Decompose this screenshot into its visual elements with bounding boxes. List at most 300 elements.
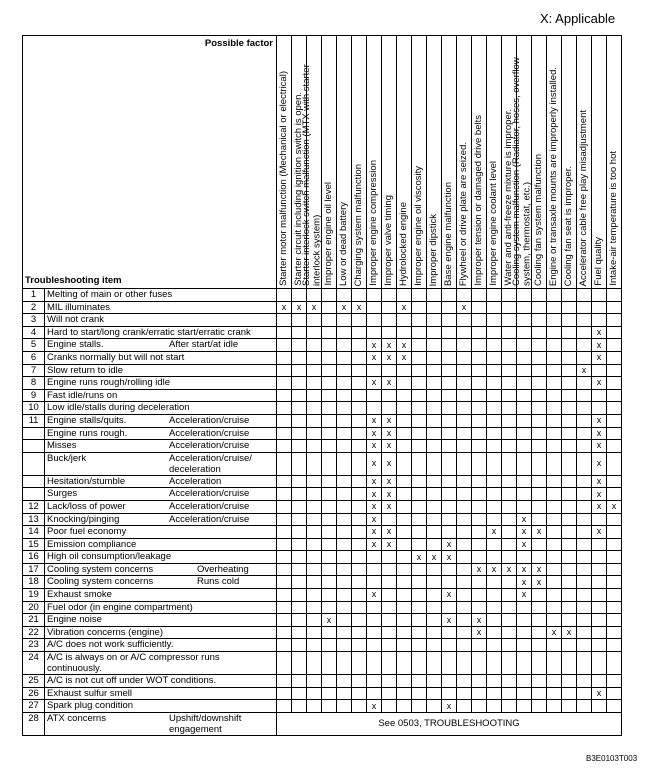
applicability-cell bbox=[382, 551, 397, 564]
applicability-cell bbox=[397, 700, 412, 713]
table-row bbox=[23, 339, 622, 352]
applicability-cell: x bbox=[367, 377, 382, 390]
applicability-cell: x bbox=[382, 440, 397, 453]
applicability-cell bbox=[442, 652, 457, 675]
applicability-cell bbox=[352, 626, 367, 639]
applicability-cell bbox=[577, 538, 592, 551]
applicability-cell bbox=[322, 301, 337, 314]
table-row bbox=[23, 675, 622, 688]
factor-header bbox=[397, 36, 412, 289]
applicability-cell bbox=[307, 500, 322, 513]
applicability-cell bbox=[292, 389, 307, 402]
applicability-cell bbox=[532, 500, 547, 513]
applicability-cell bbox=[592, 389, 607, 402]
applicability-cell bbox=[277, 576, 292, 589]
applicability-cell bbox=[442, 440, 457, 453]
applicability-cell bbox=[412, 513, 427, 526]
applicability-cell bbox=[352, 414, 367, 427]
applicability-cell bbox=[367, 601, 382, 614]
applicability-cell bbox=[412, 576, 427, 589]
row-number: 3 bbox=[23, 314, 45, 327]
applicability-cell bbox=[277, 377, 292, 390]
applicability-cell bbox=[487, 488, 502, 501]
applicability-cell bbox=[517, 402, 532, 415]
item-label: High oil consumption/leakage bbox=[47, 551, 172, 563]
applicability-cell bbox=[607, 339, 622, 352]
applicability-cell bbox=[472, 687, 487, 700]
applicability-cell bbox=[427, 700, 442, 713]
applicability-cell bbox=[517, 414, 532, 427]
applicability-cell bbox=[307, 364, 322, 377]
applicability-cell: x bbox=[592, 526, 607, 539]
applicability-cell bbox=[562, 500, 577, 513]
applicability-cell bbox=[592, 652, 607, 675]
table-row bbox=[23, 402, 622, 415]
applicability-cell bbox=[412, 700, 427, 713]
applicability-cell bbox=[307, 526, 322, 539]
applicability-cell bbox=[547, 314, 562, 327]
applicability-cell bbox=[337, 440, 352, 453]
applicability-cell: x bbox=[562, 626, 577, 639]
factor-header bbox=[352, 36, 367, 289]
applicability-cell bbox=[307, 440, 322, 453]
applicability-cell bbox=[457, 675, 472, 688]
troubleshooting-item bbox=[45, 427, 277, 440]
applicability-cell bbox=[382, 700, 397, 713]
troubleshooting-item bbox=[45, 314, 277, 327]
applicability-cell bbox=[397, 402, 412, 415]
applicability-cell bbox=[532, 551, 547, 564]
applicability-cell bbox=[322, 427, 337, 440]
applicability-cell bbox=[472, 440, 487, 453]
applicability-cell bbox=[337, 475, 352, 488]
applicability-cell bbox=[367, 289, 382, 302]
applicability-cell bbox=[577, 700, 592, 713]
applicability-cell bbox=[472, 700, 487, 713]
applicability-cell bbox=[592, 614, 607, 627]
applicability-cell bbox=[562, 601, 577, 614]
applicability-cell bbox=[397, 601, 412, 614]
applicability-cell bbox=[292, 626, 307, 639]
applicability-cell bbox=[562, 364, 577, 377]
troubleshooting-item bbox=[45, 488, 277, 501]
applicability-cell bbox=[607, 563, 622, 576]
factor-header bbox=[301, 36, 323, 289]
applicability-cell bbox=[562, 563, 577, 576]
applicability-cell bbox=[322, 500, 337, 513]
applicability-cell bbox=[337, 326, 352, 339]
row-number: 20 bbox=[23, 601, 45, 614]
troubleshooting-item bbox=[45, 364, 277, 377]
applicability-cell bbox=[277, 351, 292, 364]
applicability-cell bbox=[337, 639, 352, 652]
troubleshooting-item bbox=[45, 301, 277, 314]
applicability-cell bbox=[337, 626, 352, 639]
applicability-cell bbox=[352, 475, 367, 488]
applicability-cell bbox=[577, 440, 592, 453]
applicability-cell bbox=[442, 475, 457, 488]
applicability-cell bbox=[487, 614, 502, 627]
applicability-cell bbox=[292, 377, 307, 390]
applicability-cell: x bbox=[367, 513, 382, 526]
applicability-cell bbox=[607, 452, 622, 475]
applicability-cell bbox=[442, 389, 457, 402]
applicability-cell bbox=[562, 513, 577, 526]
applicability-cell bbox=[352, 289, 367, 302]
applicability-cell bbox=[442, 351, 457, 364]
row-number: 9 bbox=[23, 389, 45, 402]
row-number: 11 bbox=[23, 414, 45, 427]
factor-label: Improper dipstick bbox=[427, 213, 439, 286]
applicability-cell: x bbox=[592, 351, 607, 364]
applicability-cell bbox=[307, 389, 322, 402]
applicability-cell bbox=[292, 314, 307, 327]
applicability-cell bbox=[322, 513, 337, 526]
factor-label: Flywheel or drive plate are seized. bbox=[457, 141, 469, 286]
applicability-cell bbox=[352, 551, 367, 564]
item-condition: Acceleration/cruise bbox=[169, 414, 250, 426]
factor-label: Fuel quality bbox=[592, 237, 604, 286]
item-condition: Acceleration/cruise bbox=[169, 427, 250, 439]
applicability-cell bbox=[472, 513, 487, 526]
applicability-cell bbox=[322, 551, 337, 564]
applicability-cell bbox=[337, 389, 352, 402]
applicability-cell bbox=[412, 452, 427, 475]
applicability-cell bbox=[442, 513, 457, 526]
applicability-cell bbox=[412, 538, 427, 551]
applicability-cell bbox=[547, 614, 562, 627]
applicability-cell bbox=[337, 500, 352, 513]
applicability-cell bbox=[397, 576, 412, 589]
applicability-cell bbox=[487, 440, 502, 453]
table-row bbox=[23, 427, 622, 440]
applicability-cell bbox=[352, 364, 367, 377]
applicability-cell bbox=[412, 652, 427, 675]
applicability-cell bbox=[277, 475, 292, 488]
table-row bbox=[23, 389, 622, 402]
applicability-cell bbox=[487, 500, 502, 513]
item-label: A/C is always on or A/C compressor runs continuously. bbox=[47, 652, 220, 675]
applicability-cell bbox=[337, 576, 352, 589]
table-row bbox=[23, 687, 622, 700]
applicability-cell: x bbox=[592, 475, 607, 488]
applicability-cell: x bbox=[592, 687, 607, 700]
applicability-cell: x bbox=[397, 351, 412, 364]
applicability-cell bbox=[292, 402, 307, 415]
applicability-cell bbox=[427, 339, 442, 352]
troubleshooting-item bbox=[45, 414, 277, 427]
applicability-cell bbox=[322, 414, 337, 427]
applicability-cell bbox=[472, 389, 487, 402]
applicability-cell bbox=[502, 589, 517, 602]
applicability-cell bbox=[292, 452, 307, 475]
applicability-cell: x bbox=[517, 589, 532, 602]
applicability-cell: x bbox=[367, 452, 382, 475]
applicability-cell bbox=[487, 289, 502, 302]
applicability-cell bbox=[277, 652, 292, 675]
applicability-cell bbox=[427, 402, 442, 415]
applicability-cell bbox=[562, 652, 577, 675]
item-label: Hard to start/long crank/erratic start/erratic crank bbox=[47, 326, 251, 338]
applicability-cell bbox=[352, 500, 367, 513]
item-label: Emission compliance bbox=[47, 538, 137, 550]
applicability-cell bbox=[442, 402, 457, 415]
factor-header bbox=[277, 36, 292, 289]
applicability-cell bbox=[352, 687, 367, 700]
applicability-cell bbox=[292, 687, 307, 700]
applicability-cell bbox=[592, 589, 607, 602]
applicability-cell bbox=[307, 326, 322, 339]
applicability-cell bbox=[562, 538, 577, 551]
applicability-cell bbox=[382, 576, 397, 589]
applicability-cell bbox=[442, 563, 457, 576]
item-label: Engine runs rough. bbox=[47, 427, 128, 439]
applicability-cell: x bbox=[592, 488, 607, 501]
applicability-cell bbox=[412, 614, 427, 627]
applicability-cell bbox=[577, 389, 592, 402]
applicability-cell bbox=[397, 675, 412, 688]
applicability-cell bbox=[487, 364, 502, 377]
applicability-cell bbox=[307, 639, 322, 652]
applicability-cell bbox=[412, 414, 427, 427]
applicability-cell bbox=[577, 475, 592, 488]
applicability-cell bbox=[457, 576, 472, 589]
applicability-cell bbox=[307, 626, 322, 639]
factor-label: Starter interlock switch malfunction (MTX with starter interlock system) bbox=[301, 64, 323, 286]
applicability-cell: x bbox=[487, 563, 502, 576]
applicability-cell bbox=[562, 488, 577, 501]
applicability-cell bbox=[547, 402, 562, 415]
applicability-cell bbox=[472, 675, 487, 688]
applicability-cell bbox=[577, 351, 592, 364]
applicability-cell bbox=[517, 314, 532, 327]
applicability-cell bbox=[427, 563, 442, 576]
applicability-cell bbox=[397, 551, 412, 564]
applicability-cell bbox=[517, 626, 532, 639]
applicability-cell bbox=[277, 364, 292, 377]
applicability-cell bbox=[277, 414, 292, 427]
item-label: Engine runs rough/rolling idle bbox=[47, 377, 171, 389]
troubleshooting-item bbox=[45, 339, 277, 352]
applicability-cell bbox=[367, 652, 382, 675]
applicability-cell bbox=[517, 488, 532, 501]
applicability-cell bbox=[412, 563, 427, 576]
factor-header bbox=[532, 36, 547, 289]
applicability-cell bbox=[562, 339, 577, 352]
applicability-cell: x bbox=[517, 563, 532, 576]
applicability-cell bbox=[577, 551, 592, 564]
applicability-cell: x bbox=[367, 427, 382, 440]
applicability-cell bbox=[442, 526, 457, 539]
applicability-cell bbox=[442, 326, 457, 339]
troubleshooting-item bbox=[45, 576, 277, 589]
applicability-cell bbox=[562, 289, 577, 302]
applicability-cell bbox=[337, 402, 352, 415]
applicability-cell bbox=[307, 402, 322, 415]
factor-label: Improper engine oil viscosity bbox=[412, 166, 424, 286]
row-number: 26 bbox=[23, 687, 45, 700]
applicability-cell bbox=[502, 377, 517, 390]
item-label: A/C does not work sufficiently. bbox=[47, 639, 174, 651]
applicability-cell bbox=[337, 377, 352, 390]
applicability-cell: x bbox=[517, 513, 532, 526]
applicability-cell bbox=[427, 589, 442, 602]
applicability-cell bbox=[277, 675, 292, 688]
row-number: 6 bbox=[23, 351, 45, 364]
applicability-cell bbox=[382, 402, 397, 415]
applicability-cell bbox=[427, 452, 442, 475]
item-label: Will not crank bbox=[47, 314, 105, 326]
applicability-cell bbox=[382, 589, 397, 602]
applicability-cell bbox=[487, 538, 502, 551]
applicability-cell bbox=[307, 614, 322, 627]
applicability-cell bbox=[397, 364, 412, 377]
row-number: 14 bbox=[23, 526, 45, 539]
applicability-cell bbox=[502, 402, 517, 415]
item-label: ATX concerns bbox=[47, 712, 106, 724]
applicability-cell bbox=[472, 314, 487, 327]
applicability-cell bbox=[502, 500, 517, 513]
applicability-cell bbox=[322, 377, 337, 390]
applicability-cell bbox=[487, 551, 502, 564]
applicability-cell bbox=[427, 389, 442, 402]
factor-label: Charging system malfunction bbox=[352, 163, 364, 286]
applicability-cell bbox=[322, 576, 337, 589]
applicability-cell bbox=[547, 452, 562, 475]
factor-label: Improper engine compression bbox=[367, 160, 379, 286]
factor-header bbox=[427, 36, 442, 289]
table-row bbox=[23, 601, 622, 614]
applicability-cell bbox=[457, 614, 472, 627]
table-row bbox=[23, 314, 622, 327]
applicability-cell bbox=[292, 614, 307, 627]
applicability-cell bbox=[337, 289, 352, 302]
applicability-cell bbox=[307, 377, 322, 390]
applicability-cell bbox=[322, 314, 337, 327]
applicability-cell bbox=[472, 414, 487, 427]
applicability-cell bbox=[367, 675, 382, 688]
applicability-cell bbox=[412, 289, 427, 302]
applicability-cell bbox=[382, 675, 397, 688]
applicability-cell bbox=[457, 526, 472, 539]
factor-header bbox=[382, 36, 397, 289]
applicability-cell: x bbox=[517, 576, 532, 589]
applicability-cell bbox=[607, 652, 622, 675]
row-number: 17 bbox=[23, 563, 45, 576]
applicability-cell bbox=[457, 377, 472, 390]
applicability-cell bbox=[382, 601, 397, 614]
row-number: 24 bbox=[23, 652, 45, 675]
applicability-cell bbox=[592, 289, 607, 302]
table-row bbox=[23, 712, 622, 735]
applicability-cell bbox=[442, 687, 457, 700]
applicability-cell bbox=[472, 589, 487, 602]
applicability-cell bbox=[487, 326, 502, 339]
applicability-cell bbox=[592, 402, 607, 415]
applicability-cell bbox=[487, 389, 502, 402]
item-label: Cooling system concerns bbox=[47, 576, 154, 588]
item-label: Spark plug condition bbox=[47, 700, 134, 712]
factor-label: Intake-air temperature is too hot bbox=[607, 151, 619, 286]
applicability-cell bbox=[562, 526, 577, 539]
table-row bbox=[23, 452, 622, 475]
applicability-cell bbox=[337, 488, 352, 501]
applicability-cell bbox=[277, 500, 292, 513]
applicability-cell bbox=[292, 589, 307, 602]
applicability-cell bbox=[397, 326, 412, 339]
factor-label: Starter motor malfunction (Mechanical or electrical) bbox=[277, 71, 289, 286]
troubleshooting-item bbox=[45, 377, 277, 390]
applicability-cell bbox=[292, 414, 307, 427]
applicability-cell bbox=[472, 639, 487, 652]
applicability-cell bbox=[427, 538, 442, 551]
applicability-cell bbox=[337, 538, 352, 551]
applicability-cell bbox=[307, 675, 322, 688]
applicability-cell bbox=[292, 576, 307, 589]
applicability-cell bbox=[607, 526, 622, 539]
applicability-cell bbox=[352, 538, 367, 551]
row-number: 4 bbox=[23, 326, 45, 339]
applicability-cell bbox=[412, 314, 427, 327]
applicability-cell bbox=[442, 427, 457, 440]
applicability-cell bbox=[352, 513, 367, 526]
item-label: Low idle/stalls during deceleration bbox=[47, 402, 190, 414]
applicability-cell bbox=[517, 427, 532, 440]
applicability-cell bbox=[277, 551, 292, 564]
applicability-cell: x bbox=[382, 538, 397, 551]
row-number: 13 bbox=[23, 513, 45, 526]
applicability-cell bbox=[562, 351, 577, 364]
row-number: 7 bbox=[23, 364, 45, 377]
applicability-cell bbox=[352, 326, 367, 339]
factor-header bbox=[337, 36, 352, 289]
applicability-cell bbox=[307, 488, 322, 501]
item-condition: After start/at idle bbox=[169, 339, 239, 351]
troubleshooting-item bbox=[45, 538, 277, 551]
applicability-cell bbox=[412, 475, 427, 488]
applicability-cell bbox=[577, 639, 592, 652]
applicability-cell bbox=[502, 626, 517, 639]
applicability-cell bbox=[607, 364, 622, 377]
applicability-cell bbox=[412, 639, 427, 652]
applicability-cell: x bbox=[442, 700, 457, 713]
item-condition: Overheating bbox=[197, 563, 249, 575]
applicability-cell: x bbox=[592, 414, 607, 427]
applicability-cell bbox=[502, 526, 517, 539]
applicability-cell bbox=[577, 402, 592, 415]
applicability-cell: x bbox=[592, 452, 607, 475]
applicability-cell bbox=[457, 589, 472, 602]
applicability-cell bbox=[352, 563, 367, 576]
applicability-cell bbox=[397, 626, 412, 639]
applicability-cell bbox=[337, 427, 352, 440]
applicability-cell bbox=[517, 301, 532, 314]
applicability-cell bbox=[442, 576, 457, 589]
applicability-cell bbox=[487, 513, 502, 526]
applicability-cell bbox=[502, 639, 517, 652]
applicability-cell bbox=[427, 652, 442, 675]
troubleshooting-item bbox=[45, 500, 277, 513]
applicability-cell bbox=[607, 576, 622, 589]
applicability-cell bbox=[277, 427, 292, 440]
applicability-cell bbox=[457, 314, 472, 327]
applicability-cell bbox=[562, 589, 577, 602]
applicability-cell bbox=[532, 452, 547, 475]
applicability-cell bbox=[487, 402, 502, 415]
applicability-cell bbox=[277, 614, 292, 627]
applicability-cell bbox=[517, 377, 532, 390]
applicability-cell: x bbox=[382, 351, 397, 364]
